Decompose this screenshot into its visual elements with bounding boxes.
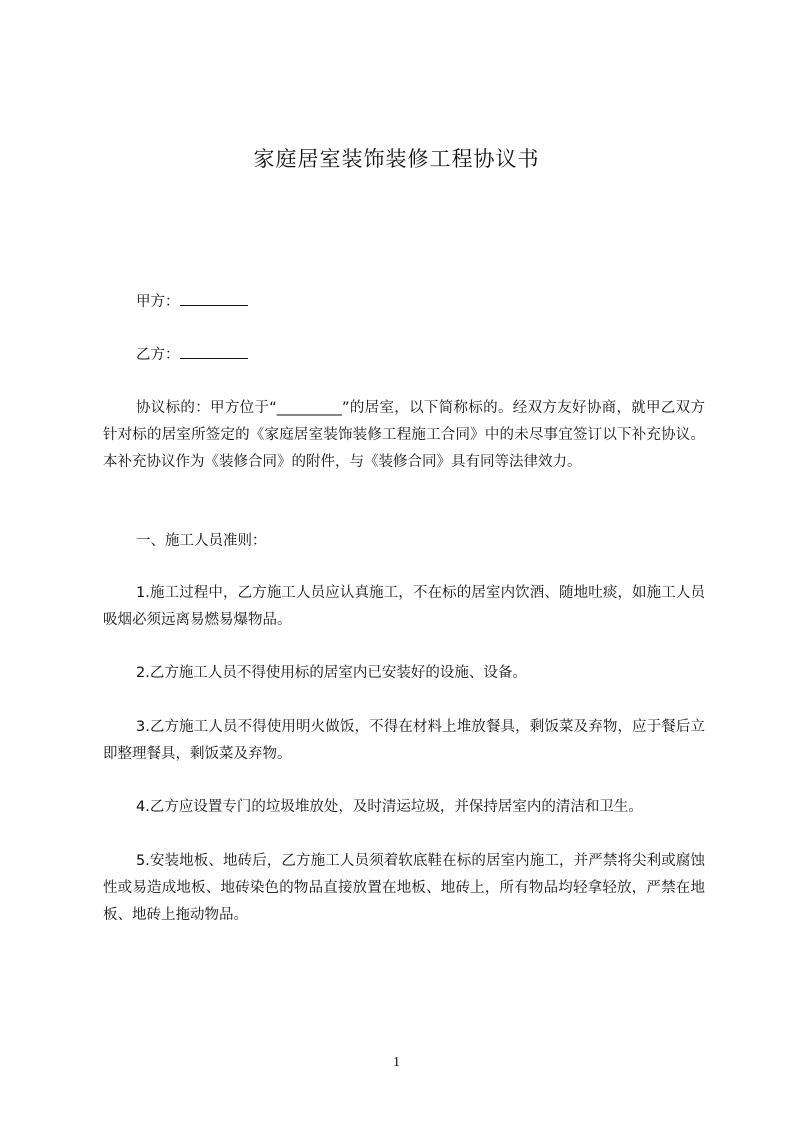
rule-5-paragraph: 5.安装地板、地砖后，乙方施工人员须着软底鞋在标的居室内施工，并严禁将尖利或腐蚀性或易造成地板、地砖染色的物品直接放置在地板、地砖上，所有物品均轻拿轻放，严禁在地板、地砖上拖动物品。 [103,853,705,923]
section-1-heading: 一、施工人员准则： [136,533,267,549]
party-b-line [136,344,248,365]
party-b-label: 乙方： [136,347,180,363]
party-a-blank [180,291,248,306]
rule-1-paragraph: 1.施工过程中，乙方施工人员应认真施工，不在标的居室内饮酒、随地吐痰，如施工人员吸烟必须远离易燃易爆物品。 [103,585,705,628]
document-title: 家庭居室装饰装修工程协议书 [253,147,540,171]
agreement-purpose-paragraph: 协议标的：甲方位于“_________”的居室，以下简称标的。经双方友好协商，就甲乙双方针对标的居室所签定的《家庭居室装饰装修工程施工合同》中的未尽事宜签订以下补充协议。本补充协议作为《装修合同》的附件，与《装修合同》具有同等法律效力。 [103,400,705,470]
party-a-label: 甲方： [136,294,180,310]
party-b-blank [180,344,248,359]
party-a-line [136,291,248,312]
page-number: 1 [393,1055,400,1070]
rule-2-paragraph: 2.乙方施工人员不得使用标的居室内已安装好的设施、设备。 [136,665,527,681]
rule-4-paragraph: 4.乙方应设置专门的垃圾堆放处，及时清运垃圾，并保持居室内的清洁和卫生。 [136,799,643,815]
rule-3-paragraph: 3.乙方施工人员不得使用明火做饭，不得在材料上堆放餐具，剩饭菜及弃物，应于餐后立即整理餐具，剩饭菜及弃物。 [103,719,705,762]
